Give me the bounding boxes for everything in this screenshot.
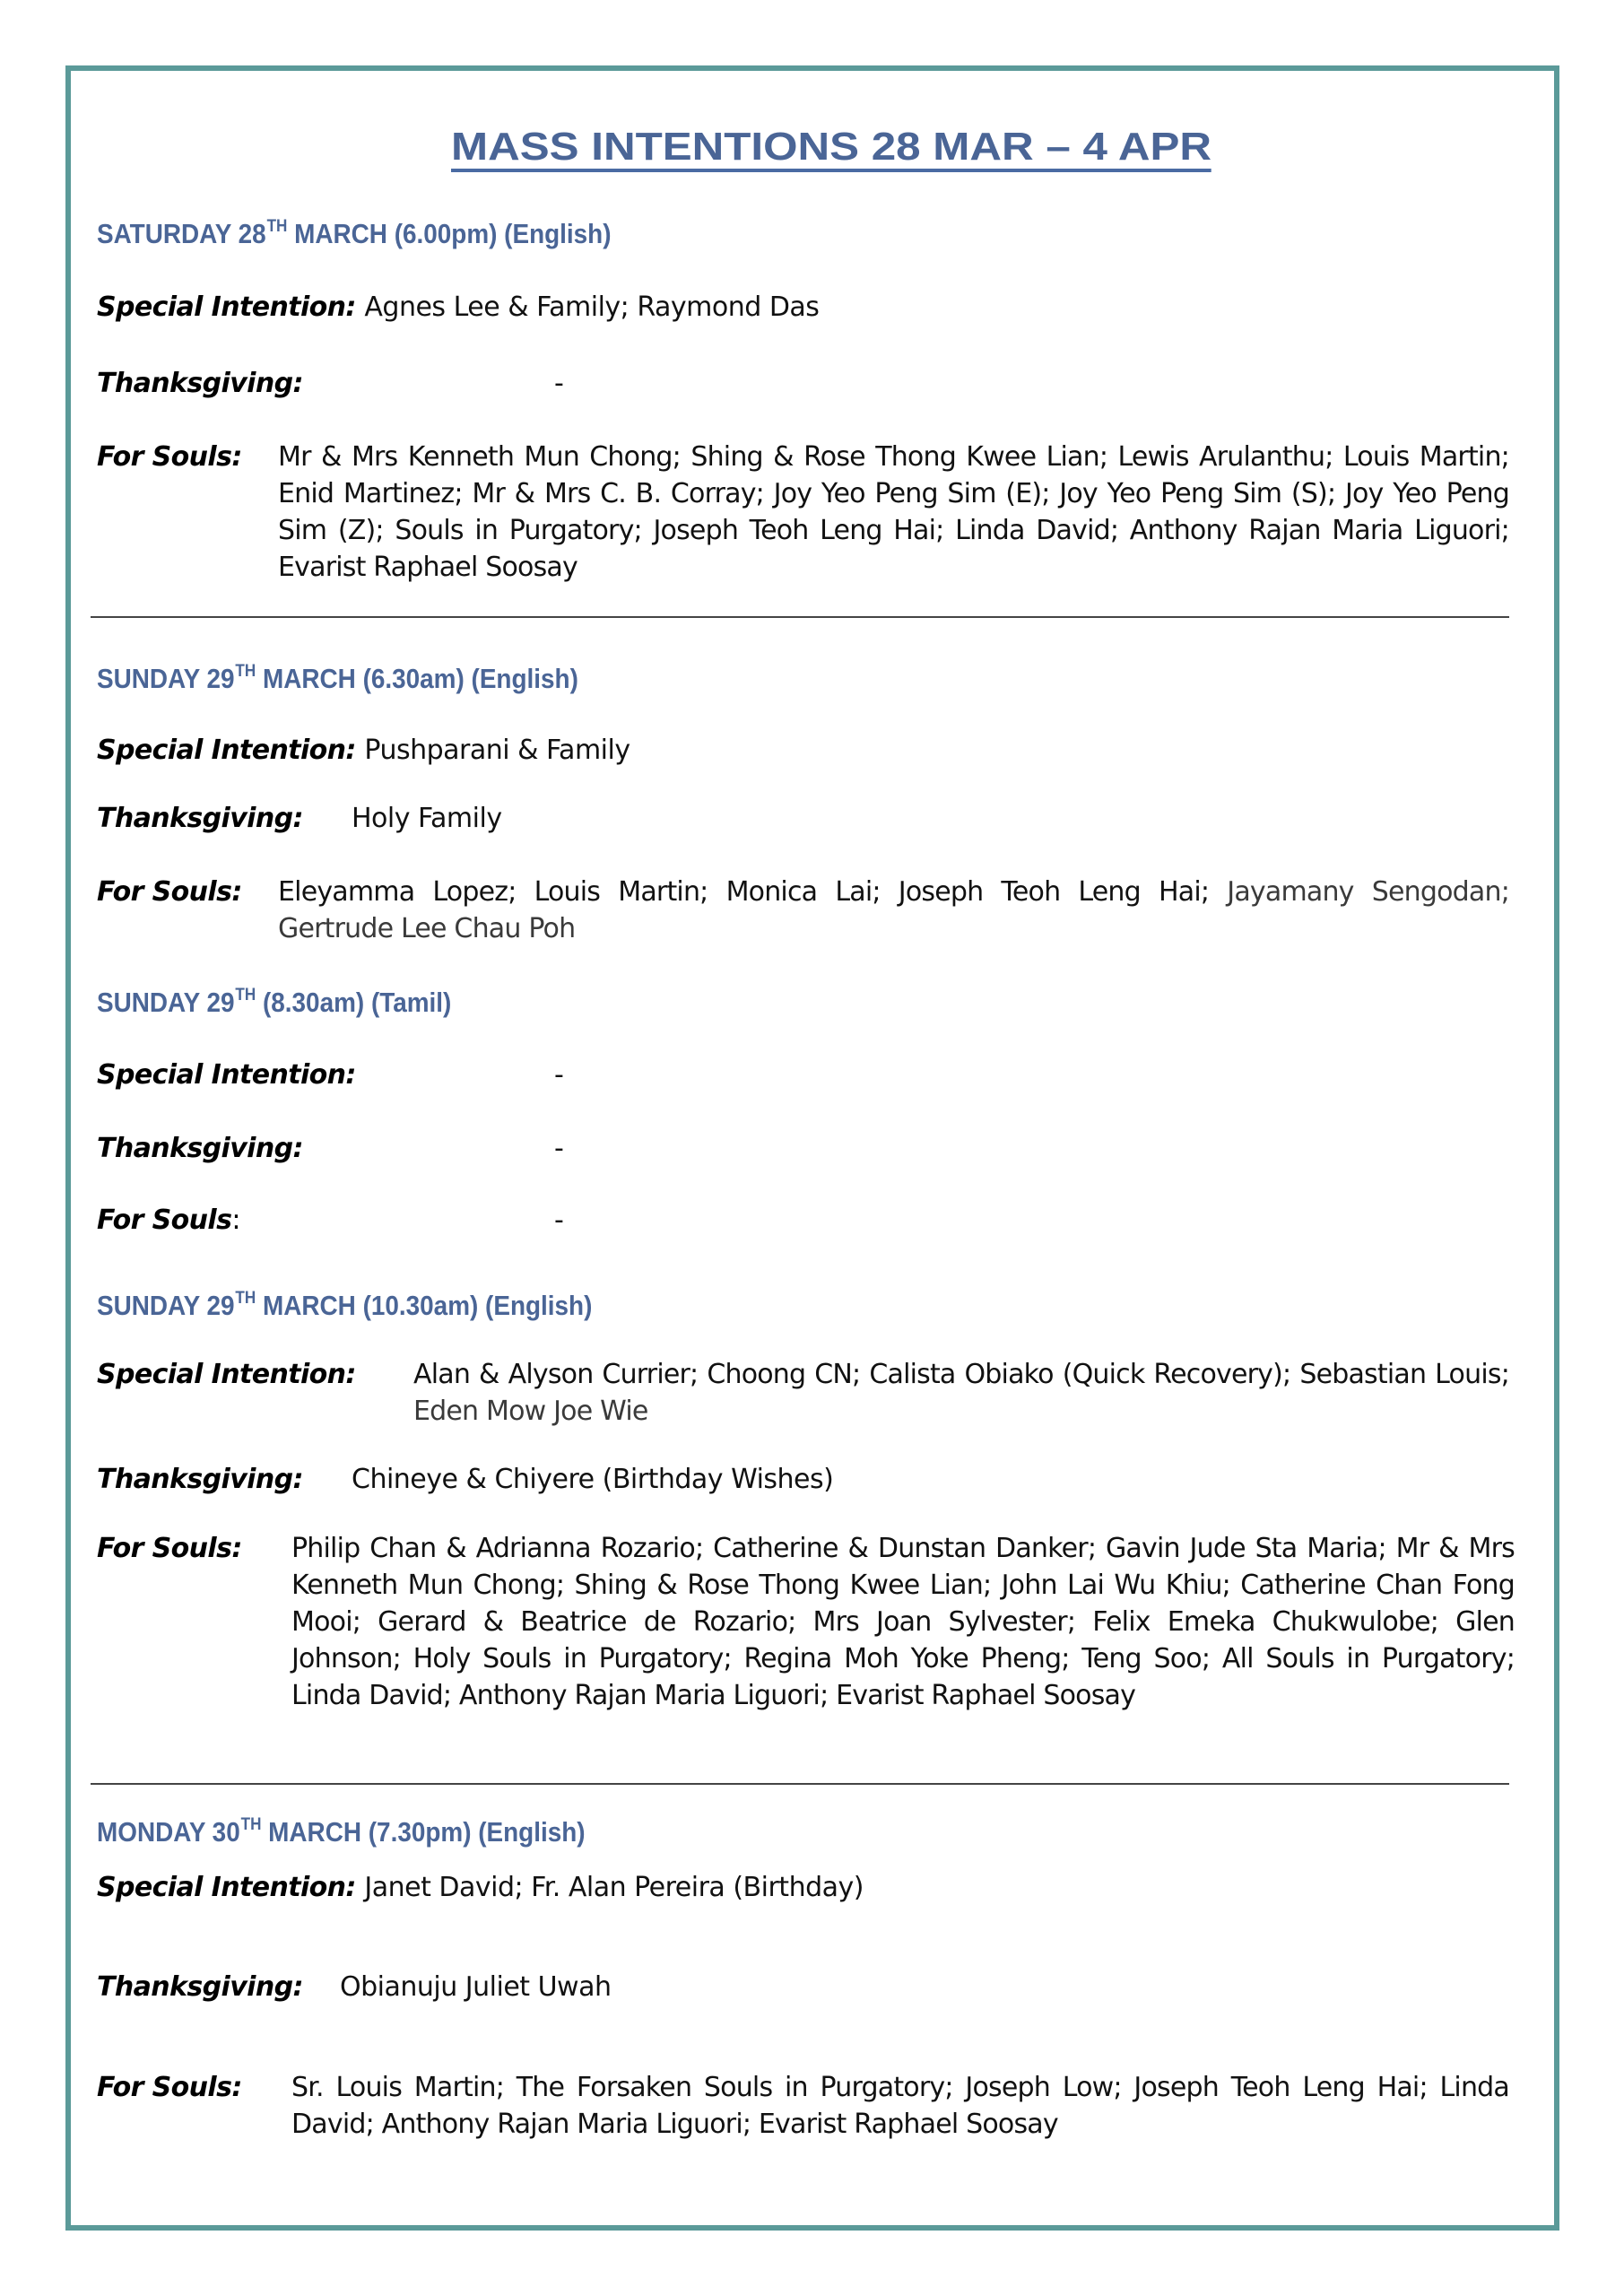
special-intention-row — [97, 1356, 1509, 1437]
for-souls-label-word: For Souls — [97, 1205, 232, 1236]
ordinal-suffix: TH — [235, 986, 256, 1004]
mass-time-language: MARCH (6.30am) (English) — [256, 663, 578, 694]
thanksgiving-row — [97, 365, 1509, 402]
thanksgiving-label: Thanksgiving: — [97, 1133, 303, 1164]
special-intention-label: Special Intention: — [97, 735, 356, 766]
mass-heading-saturday-6pm — [97, 216, 612, 252]
thanksgiving-row — [97, 800, 1509, 837]
section-divider — [91, 1783, 1509, 1785]
for-souls-label: For Souls: — [97, 1533, 242, 1564]
for-souls-value: - — [554, 1205, 564, 1236]
special-intention-label: Special Intention: — [97, 1059, 356, 1091]
for-souls-row — [97, 439, 1509, 591]
special-intention-value: - — [554, 1059, 564, 1091]
for-souls-names: Eleyamma Lopez; Louis Martin; Monica Lai; Joseph Teoh Leng Hai; — [278, 876, 1210, 908]
special-intention-row — [97, 1869, 1509, 1906]
for-souls-label: For Souls: — [97, 876, 242, 908]
thanksgiving-value: - — [554, 1133, 564, 1164]
for-souls-value: Philip Chan & Adrianna Rozario; Catherine & Dunstan Danker; Gavin Jude Sta Maria; Mr & Mrs Kenneth Mun Chong; Shing & Rose Thong Kwee Lian; John Lai Wu Khiu; Catherine Chan Fong Mooi; Gerard & Beatrice de Rozario; Mrs Joan Sylvester; Felix Emeka Chukwulobe; Glen Johnson; Holy Souls in Purgatory; Regina Moh Yoke Pheng; Teng Soo; All Souls in Purgatory; Linda David; Anthony Rajan Maria Liguori; Evarist Raphael Soosay — [291, 1533, 1515, 1711]
mass-time-language: MARCH (6.00pm) (English) — [287, 218, 612, 249]
page-title-text: MASS INTENTIONS 28 MAR – 4 APR — [451, 126, 1211, 172]
thanksgiving-value: Obianuju Juliet Uwah — [340, 1971, 612, 2003]
mass-heading-sunday-830am-tamil — [97, 985, 451, 1021]
mass-time-language: MARCH (7.30pm) (English) — [261, 1816, 586, 1848]
thanksgiving-label: Thanksgiving: — [97, 368, 303, 399]
page-title — [451, 122, 1211, 172]
special-intention-value: Janet David; Fr. Alan Pereira (Birthday) — [364, 1872, 864, 1903]
for-souls-label: For Souls: — [97, 441, 242, 473]
for-souls-row — [97, 2069, 1509, 2150]
thanksgiving-label: Thanksgiving: — [97, 1464, 303, 1495]
thanksgiving-row — [97, 1130, 1509, 1167]
special-intention-names: Alan & Alyson Currier; Choong CN; Calista Obiako (Quick Recovery); Sebastian Louis; — [413, 1359, 1509, 1390]
special-intention-label: Special Intention: — [97, 1359, 356, 1390]
ordinal-suffix: TH — [266, 217, 288, 236]
for-souls-value: Sr. Louis Martin; The Forsaken Souls in Purgatory; Joseph Low; Joseph Teoh Leng Hai; Linda David; Anthony Rajan Maria Liguori; Evarist Raphael Soosay — [291, 2072, 1509, 2140]
special-intention-row — [97, 289, 1509, 326]
for-souls-label — [97, 1205, 240, 1236]
ordinal-suffix: TH — [240, 1815, 262, 1834]
for-souls-row — [97, 1530, 1515, 1754]
special-intention-row — [97, 1057, 1509, 1093]
for-souls-label-colon: : — [231, 1205, 240, 1236]
mass-day: SUNDAY 29 — [97, 1290, 235, 1321]
mass-time-language: (8.30am) (Tamil) — [256, 987, 452, 1018]
thanksgiving-value: Holy Family — [352, 803, 502, 834]
special-intention-label: Special Intention: — [97, 291, 356, 323]
ordinal-suffix: TH — [235, 662, 256, 681]
ordinal-suffix: TH — [235, 1289, 256, 1308]
for-souls-row — [97, 1202, 1509, 1239]
mass-day: SUNDAY 29 — [97, 987, 235, 1018]
special-intention-names-grey: Eden Mow Joe Wie — [413, 1396, 648, 1427]
mass-heading-sunday-1030am — [97, 1288, 592, 1324]
special-intention-value — [413, 1356, 1509, 1430]
thanksgiving-value: Chineye & Chiyere (Birthday Wishes) — [352, 1464, 834, 1495]
for-souls-label: For Souls: — [97, 2072, 242, 2103]
thanksgiving-value: - — [554, 368, 564, 399]
special-intention-value: Pushparani & Family — [364, 735, 630, 766]
mass-heading-sunday-630am — [97, 661, 578, 697]
for-souls-value: Mr & Mrs Kenneth Mun Chong; Shing & Rose Thong Kwee Lian; Lewis Arulanthu; Louis Martin; Enid Martinez; Mr & Mrs C. B. Corray; Joy Yeo Peng Sim (E); Joy Yeo Peng Sim (S); Joy Yeo Peng Sim (Z); Souls in Purgatory; Joseph Teoh Leng Hai; Linda David; Anthony Rajan Maria Liguori; Evarist Raphael Soosay — [278, 441, 1509, 583]
for-souls-names-grey: Jayamany Sengodan; Gertrude Lee Chau Poh — [278, 876, 1509, 944]
mass-day: SUNDAY 29 — [97, 663, 235, 694]
mass-day: SATURDAY 28 — [97, 218, 266, 249]
thanksgiving-row — [97, 1461, 1509, 1498]
mass-heading-monday-730pm — [97, 1814, 586, 1850]
thanksgiving-label: Thanksgiving: — [97, 803, 303, 834]
special-intention-value: Agnes Lee & Family; Raymond Das — [364, 291, 820, 323]
special-intention-row — [97, 732, 1509, 769]
mass-time-language: MARCH (10.30am) (English) — [256, 1290, 593, 1321]
thanksgiving-row — [97, 1969, 1509, 2005]
for-souls-value — [278, 874, 1509, 947]
for-souls-row — [97, 874, 1509, 954]
section-divider — [91, 616, 1509, 618]
special-intention-label: Special Intention: — [97, 1872, 356, 1903]
mass-day: MONDAY 30 — [97, 1816, 240, 1848]
thanksgiving-label: Thanksgiving: — [97, 1971, 303, 2003]
